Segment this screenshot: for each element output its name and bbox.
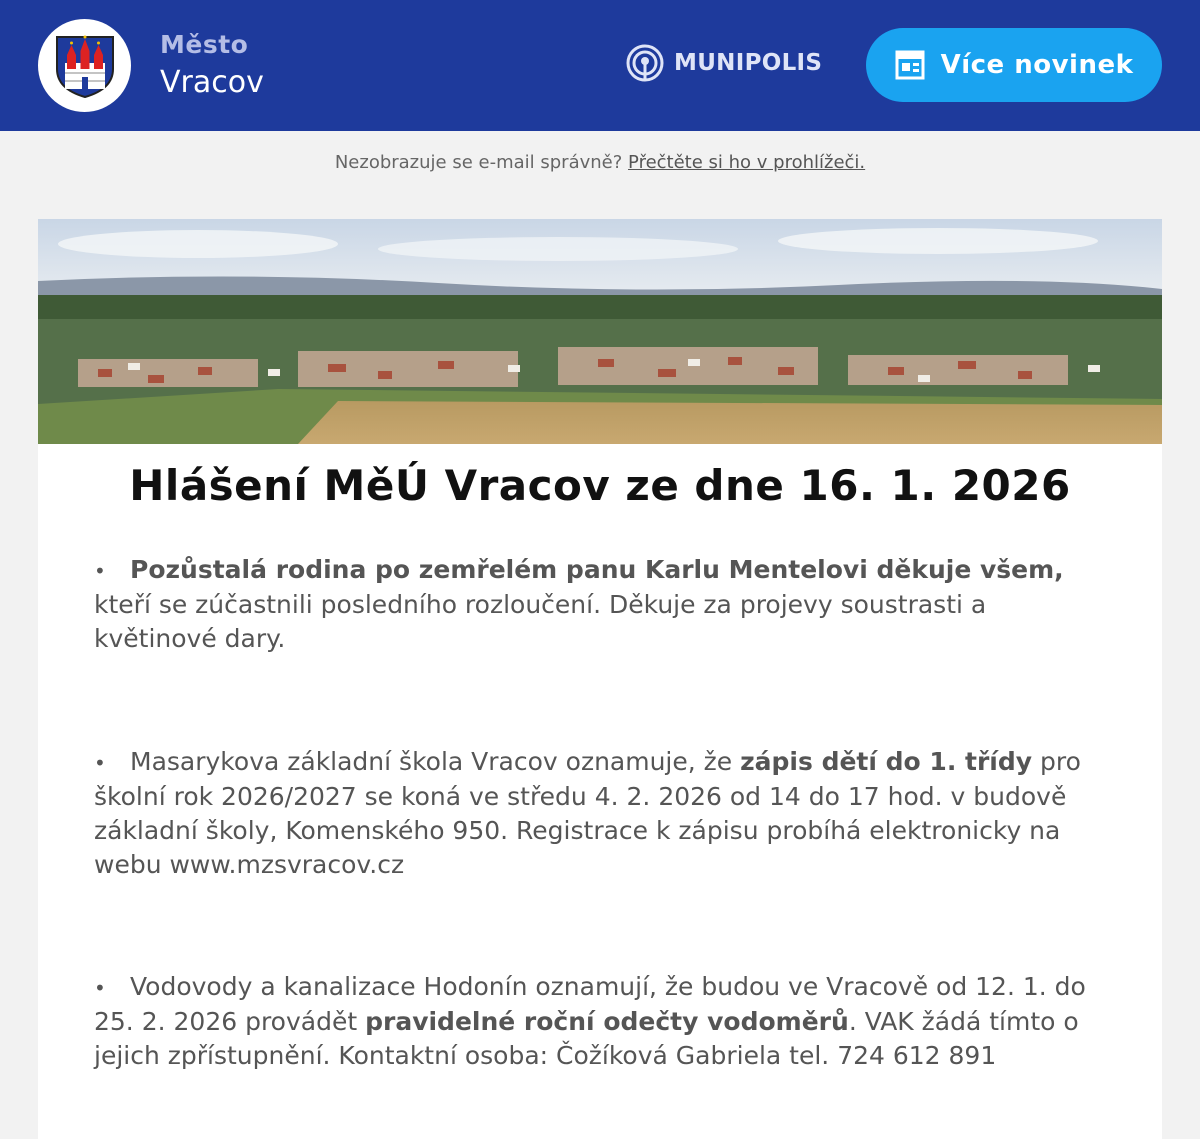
- header: [0, 0, 1200, 131]
- city-name: Vracov: [160, 65, 264, 100]
- item-text-before: Vodovody a kanalizace Hodonín oznamují, že budou ve Vracově od 12. 1. do 25. 2. 2026 provádět: [94, 972, 1086, 1036]
- item-text-after: pro školní rok 2026/2027 se koná ve středu 4. 2. 2026 od 14 do 17 hod. v budově základní školy, Komenského 950. Registrace k zápisu probíhá elektronicky na webu www.mzsvracov.cz: [94, 747, 1081, 879]
- bullet-icon: •: [94, 751, 106, 775]
- list-item: [94, 553, 1106, 656]
- partner-name: MUNIPOLIS: [674, 50, 823, 76]
- preview-notice: [0, 152, 1200, 173]
- broadcast-icon: [626, 44, 664, 82]
- item-text-before: Masarykova základní škola Vracov oznamuje, že: [130, 747, 741, 776]
- bullet-icon: •: [94, 559, 106, 583]
- hero-image: [38, 219, 1162, 444]
- newspaper-icon: [895, 50, 925, 80]
- list-item: [94, 745, 1106, 882]
- item-bold-text: Pozůstalá rodina po zemřelém panu Karlu Mentelovi děkuje všem,: [130, 555, 1064, 584]
- more-news-button[interactable]: [866, 28, 1162, 102]
- item-bold-text: pravidelné roční odečty vodoměrů: [365, 1007, 849, 1036]
- item-text: kteří se zúčastnili posledního rozloučení. Děkuje za projevy soustrasti a květinové dary.: [94, 590, 987, 653]
- city-label: Město: [160, 30, 249, 59]
- city-coat-of-arms-icon[interactable]: [38, 19, 131, 112]
- item-text-after: . VAK žádá tímto o jejich zpřístupnění. Kontaktní osoba: Čožíková Gabriela tel. 724 612 891: [94, 1007, 1079, 1070]
- partner-logo[interactable]: [626, 44, 822, 82]
- list-item: [94, 970, 1106, 1073]
- article-title: Hlášení MěÚ Vracov ze dne 16. 1. 2026: [129, 461, 1071, 510]
- item-bold-text: zápis dětí do 1. třídy: [740, 747, 1033, 776]
- open-in-browser-link[interactable]: Přečtěte si ho v prohlížeči.: [628, 152, 866, 173]
- article-card: [38, 219, 1162, 1139]
- preview-text: Nezobrazuje se e-mail správně?: [334, 152, 623, 173]
- bullet-icon: •: [94, 976, 106, 1000]
- more-news-label: Více novinek: [940, 50, 1134, 80]
